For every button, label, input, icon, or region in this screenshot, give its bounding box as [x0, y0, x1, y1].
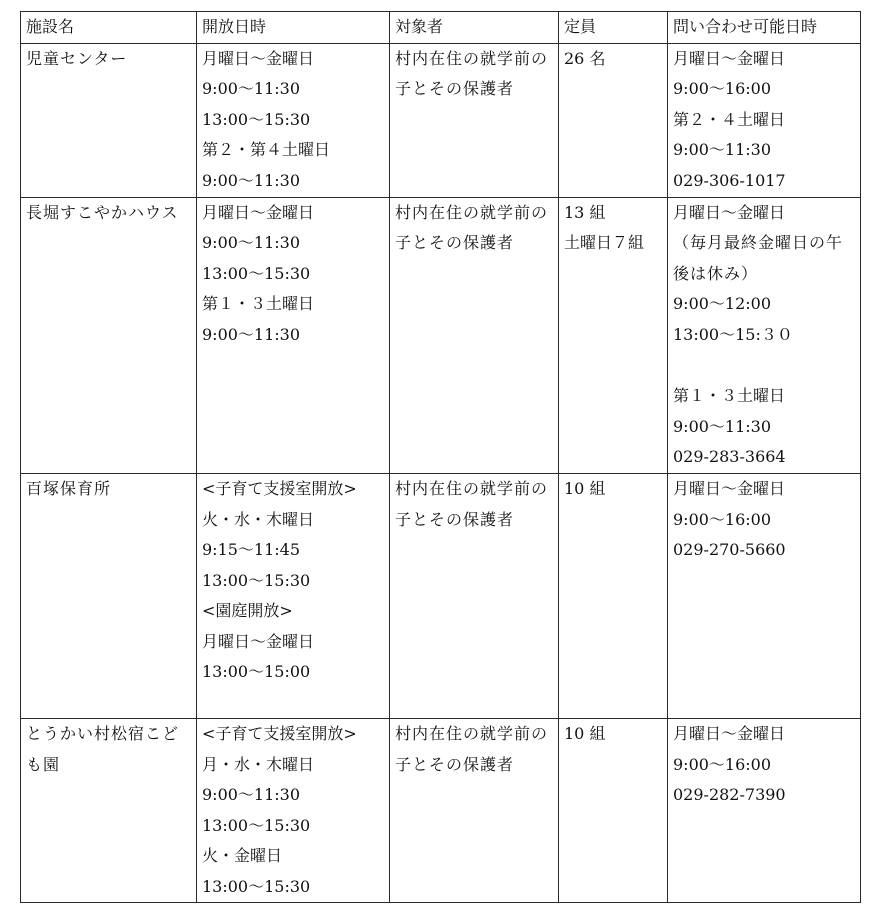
- open-hours-line: 月・水・木曜日: [202, 754, 315, 774]
- target-text: 村内在住の就学前の子とその保護者: [395, 478, 549, 529]
- contact-cell: [668, 197, 861, 473]
- facility-name: 長堀すこやかハウス: [26, 202, 179, 222]
- target-cell: [390, 473, 559, 718]
- contact-line: 9:00～11:30: [673, 416, 772, 436]
- capacity-cell: [559, 473, 668, 718]
- contact-line: 月曜日～金曜日: [673, 723, 786, 743]
- header-contact: 問い合わせ可能日時: [668, 12, 861, 44]
- open-hours-line: <園庭開放>: [202, 601, 293, 621]
- open-hours-line: 第１・３土曜日: [202, 294, 315, 314]
- open-hours-line: 9:00～11:30: [202, 170, 301, 190]
- contact-phone: 029-270-5660: [673, 540, 786, 560]
- target-cell: [390, 197, 559, 473]
- open-hours-line: <子育て支援室開放>: [202, 478, 357, 498]
- header-target: 対象者: [390, 12, 559, 44]
- open-hours-line: 13:00～15:30: [202, 570, 311, 590]
- contact-line: 第２・４土曜日: [673, 109, 786, 129]
- open-hours-line: 火・水・木曜日: [202, 509, 315, 529]
- contact-phone: 029-306-1017: [673, 170, 786, 190]
- contact-cell: [668, 718, 861, 903]
- facility-table: [20, 11, 861, 903]
- facility-name-cell: [21, 43, 197, 197]
- facility-name: 児童センター: [26, 48, 128, 68]
- capacity-line: 13 組: [564, 202, 606, 222]
- contact-line: 第１・３土曜日: [673, 386, 786, 406]
- table-row: [21, 197, 861, 473]
- open-hours-line: 13:00～15:30: [202, 876, 311, 896]
- table-row: [21, 718, 861, 903]
- capacity-line: 26 名: [564, 48, 606, 68]
- open-hours-line: 13:00～15:30: [202, 263, 311, 283]
- target-text: 村内在住の就学前の子とその保護者: [395, 202, 549, 253]
- contact-cell: [668, 43, 861, 197]
- capacity-cell: [559, 43, 668, 197]
- contact-note: （毎月最終金曜日の午後は休み）: [673, 233, 844, 283]
- open-hours-line: 9:00～11:30: [202, 79, 301, 99]
- contact-line: 9:00～12:00: [673, 294, 772, 314]
- open-hours-line: 第２・第４土曜日: [202, 140, 331, 160]
- capacity-line: 土曜日７組: [564, 233, 645, 253]
- contact-line: 9:00～16:00: [673, 754, 772, 774]
- table-row: [21, 43, 861, 197]
- open-hours-line: 月曜日～金曜日: [202, 202, 315, 222]
- contact-blank-line: [673, 351, 856, 382]
- open-hours-line: <子育て支援室開放>: [202, 723, 357, 743]
- open-hours-cell: [197, 718, 390, 903]
- header-row: [21, 12, 861, 44]
- header-facility: 施設名: [21, 12, 197, 44]
- facility-name-cell: [21, 197, 197, 473]
- open-hours-line: 13:00～15:00: [202, 662, 311, 682]
- facility-name: とうかい村松宿こども園: [26, 723, 180, 774]
- contact-line: 9:00～16:00: [673, 509, 772, 529]
- table-row: [21, 473, 861, 718]
- facility-name-cell: [21, 473, 197, 718]
- open-hours-cell: [197, 197, 390, 473]
- contact-cell: [668, 473, 861, 718]
- header-open-hours: 開放日時: [197, 12, 390, 44]
- contact-line: 13:00～15:３０: [673, 324, 793, 344]
- contact-line: 月曜日～金曜日: [673, 478, 786, 498]
- open-hours-line: 火・金曜日: [202, 846, 283, 866]
- capacity-line: 10 組: [564, 723, 606, 743]
- contact-line: 月曜日～金曜日: [673, 48, 786, 68]
- capacity-line: 10 組: [564, 478, 606, 498]
- open-hours-line: 9:00～11:30: [202, 324, 301, 344]
- contact-phone: 029-283-3664: [673, 447, 786, 467]
- contact-line: 9:00～11:30: [673, 140, 772, 160]
- contact-phone: 029-282-7390: [673, 785, 786, 805]
- open-hours-line: 月曜日～金曜日: [202, 631, 315, 651]
- open-hours-line: 13:00～15:30: [202, 109, 311, 129]
- open-hours-cell: [197, 473, 390, 718]
- capacity-cell: [559, 197, 668, 473]
- open-hours-line: 9:00～11:30: [202, 233, 301, 253]
- header-capacity: 定員: [559, 12, 668, 44]
- target-text: 村内在住の就学前の子とその保護者: [395, 723, 549, 774]
- contact-line: 月曜日～金曜日: [673, 202, 786, 222]
- target-cell: [390, 43, 559, 197]
- open-hours-line: 9:15～11:45: [202, 540, 301, 560]
- target-text: 村内在住の就学前の子とその保護者: [395, 48, 549, 99]
- open-hours-line: 9:00～11:30: [202, 785, 301, 805]
- open-hours-cell: [197, 43, 390, 197]
- capacity-cell: [559, 718, 668, 903]
- open-hours-line: 13:00～15:30: [202, 815, 311, 835]
- target-cell: [390, 718, 559, 903]
- contact-line: 9:00～16:00: [673, 79, 772, 99]
- facility-name-cell: [21, 718, 197, 903]
- open-hours-line: 月曜日～金曜日: [202, 48, 315, 68]
- facility-name: 百塚保育所: [26, 478, 112, 498]
